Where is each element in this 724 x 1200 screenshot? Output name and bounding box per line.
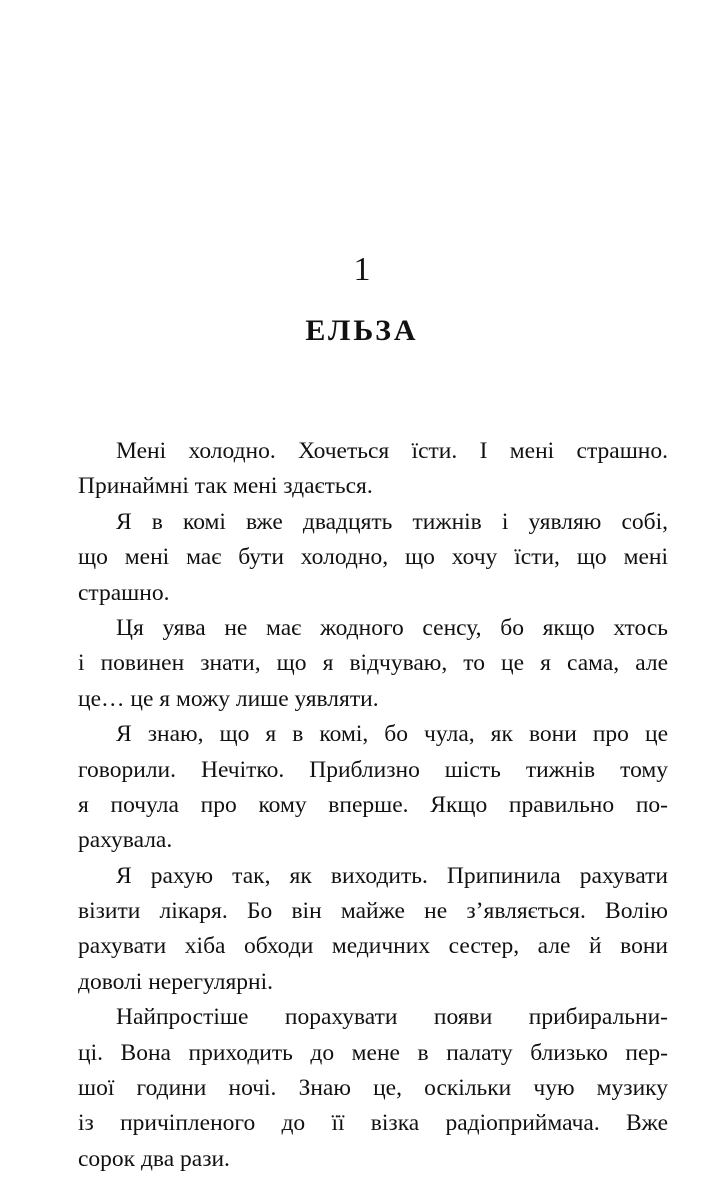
text-line: страшно. xyxy=(78,579,170,606)
text-line: Найпростіше порахувати появи прибиральни- xyxy=(116,1004,668,1031)
text-line: говорили. Нечітко. Приблизно шість тижнів тому xyxy=(78,756,668,783)
text-line: Мені холодно. Хочеться їсти. І мені страшно. xyxy=(116,438,668,464)
paragraph-5 xyxy=(78,859,668,1001)
text-line: Ця уява не має жодного сенсу, бо якщо хтось xyxy=(116,614,668,641)
text-line: я почула про кому вперше. Якщо правильно по- xyxy=(78,791,668,818)
text-line: що мені має бути холодно, що хочу їсти, що мені xyxy=(78,544,668,571)
chapter-number: 1 xyxy=(353,251,371,288)
text-line: Я знаю, що я в комі, бо чула, як вони про це xyxy=(116,721,668,748)
text-line: сорок два рази. xyxy=(78,1145,230,1172)
text-line: візити лікаря. Бо він майже не з’являється. Волію xyxy=(78,898,668,925)
text-line: Я в комі вже двадцять тижнів і уявляю собі, xyxy=(116,508,668,535)
text-line: це… це я можу лише уявляти. xyxy=(78,685,379,712)
paragraph-4 xyxy=(78,717,668,859)
text-line: Я рахую так, як виходить. Припинила рахувати xyxy=(116,862,668,889)
paragraph-2 xyxy=(78,505,668,611)
text-line: рахувала. xyxy=(78,827,173,854)
text-line: доволі нерегулярні. xyxy=(78,968,274,995)
text-line: ці. Вона приходить до мене в палату близько пер- xyxy=(78,1039,668,1066)
text-line: Принаймні так мені здається. xyxy=(78,473,373,500)
text-line: і повинен знати, що я відчуваю, то це я сама, але xyxy=(78,650,668,677)
text-line: із причіпленого до її візка радіоприймача. Вже xyxy=(78,1110,668,1137)
paragraph-3 xyxy=(78,611,668,717)
chapter-body xyxy=(78,434,668,1177)
text-line: рахувати хіба обходи медичних сестер, але й вони xyxy=(78,933,668,960)
text-line: шої години ночі. Знаю це, оскільки чую музику xyxy=(78,1075,668,1102)
chapter-title: ЕЛЬЗА xyxy=(305,314,419,347)
paragraph-6 xyxy=(78,1000,668,1177)
paragraph-1 xyxy=(78,434,668,505)
